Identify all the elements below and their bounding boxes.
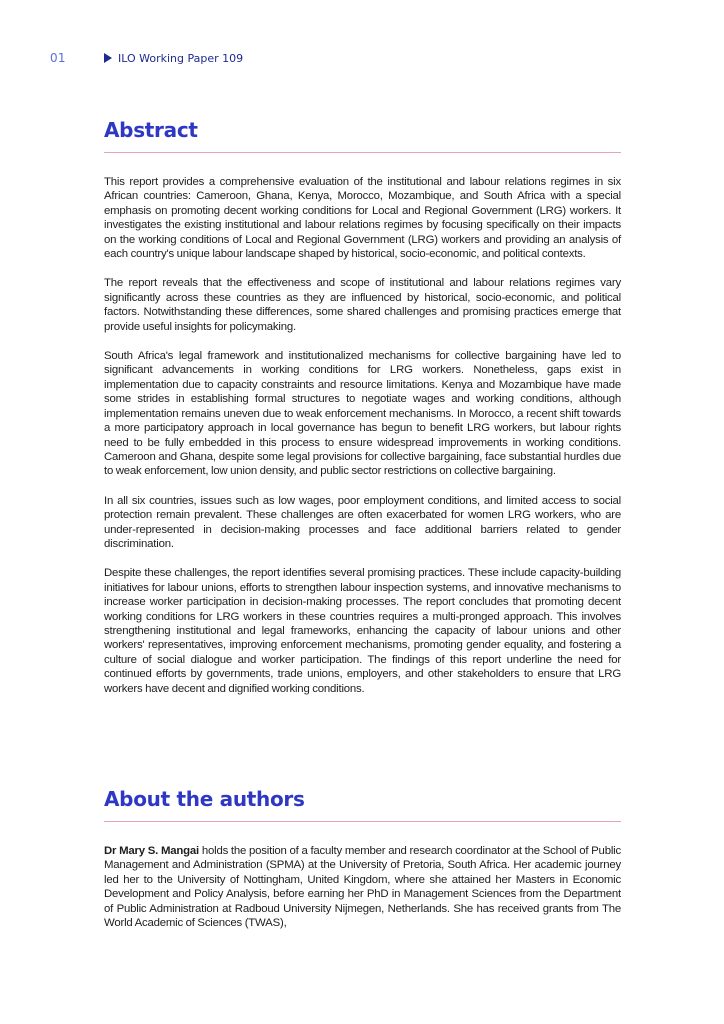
author-name: Dr Mary S. Mangai bbox=[104, 845, 199, 857]
authors-body bbox=[104, 844, 621, 930]
page-header bbox=[50, 50, 684, 66]
abstract-paragraph: This report provides a comprehensive evaluation of the institutional and labour relations regimes in six African countries: Cameroon, Ghana, Kenya, Morocco, Mozambique, and South Africa with a special emphasis on promoting decent working conditions for Local and Regional Government (LRG) workers. It investigates the existing institutional and labour relations regimes by focusing specifically on their impacts on the working conditions of Local and Regional Government (LRG) workers and providing an analysis of each country's unique labour landscape shaped by historical, socio-economic, and political contexts. bbox=[104, 176, 621, 261]
play-triangle-icon bbox=[104, 53, 112, 63]
abstract-body bbox=[104, 175, 621, 696]
abstract-paragraph: In all six countries, issues such as low wages, poor employment conditions, and limited access to social protection remain prevalent. These challenges are often exacerbated for women LRG workers, who are under-represented in decision-making processes and face additional barriers related to gender discrimination. bbox=[104, 494, 621, 550]
page-number: 01 bbox=[50, 51, 66, 65]
abstract-paragraph: Despite these challenges, the report identifies several promising practices. These include capacity-building initiatives for labour unions, efforts to strengthen labour inspection systems, and innovative mechanisms to increase worker participation in decision-making processes. The report concludes that promoting decent working conditions for LRG workers in these countries requires a multi-pronged approach. This involves strengthening institutional and legal frameworks, enhancing the capacity of labour unions and other workers' representatives, improving enforcement mechanisms, promoting gender equality, and fostering a culture of social dialogue and worker participation. The findings of this report underline the need for continued efforts by governments, trade unions, employers, and other stakeholders to ensure that LRG workers have decent and dignified working conditions. bbox=[104, 567, 621, 695]
author-bio-text: holds the position of a faculty member and research coordinator at the School of Public Management and Administration (SPMA) at the University of Pretoria, South Africa. Her academic journey led her to the University of Nottingham, United Kingdom, where she attained her Masters in Economic Development and Policy Analysis, before earning her PhD in Management Sciences from the Department of Public Administration at Radboud University Nijmegen, Netherlands. She has received grants from The World Academic of Sciences (TWAS), bbox=[104, 845, 621, 930]
abstract-section bbox=[104, 118, 621, 711]
abstract-paragraph: South Africa's legal framework and institutionalized mechanisms for collective bargaining have led to significant advancements in working conditions for LRG workers. Nonetheless, gaps exist in implementation due to capacity constraints and resource limitations. Kenya and Mozambique have made some strides in establishing formal structures to negotiate wages and working conditions, although implementation remains uneven due to weak enforcement mechanisms. In Morocco, a recent shift towards a more participatory approach in local governance has begun to benefit LRG workers, but labour rights need to be fully embedded in this process to ensure widespread improvements in working conditions. Cameroon and Ghana, despite some legal provisions for collective bargaining, face substantial hurdles due to weak enforcement, low union density, and public sector restrictions on collective bargaining. bbox=[104, 350, 621, 478]
document-title: ILO Working Paper 109 bbox=[118, 51, 244, 65]
document-reference[interactable] bbox=[104, 52, 243, 65]
author-bio bbox=[104, 844, 621, 930]
abstract-heading: Abstract bbox=[104, 118, 621, 153]
abstract-paragraph: The report reveals that the effectiveness and scope of institutional and labour relations regimes vary significantly across these countries as they are influenced by historical, socio-economic, and political factors. Notwithstanding these differences, some shared challenges and promising practices emerge that provide useful insights for policymaking. bbox=[104, 277, 621, 333]
authors-heading: About the authors bbox=[104, 787, 621, 822]
authors-section bbox=[104, 787, 621, 945]
